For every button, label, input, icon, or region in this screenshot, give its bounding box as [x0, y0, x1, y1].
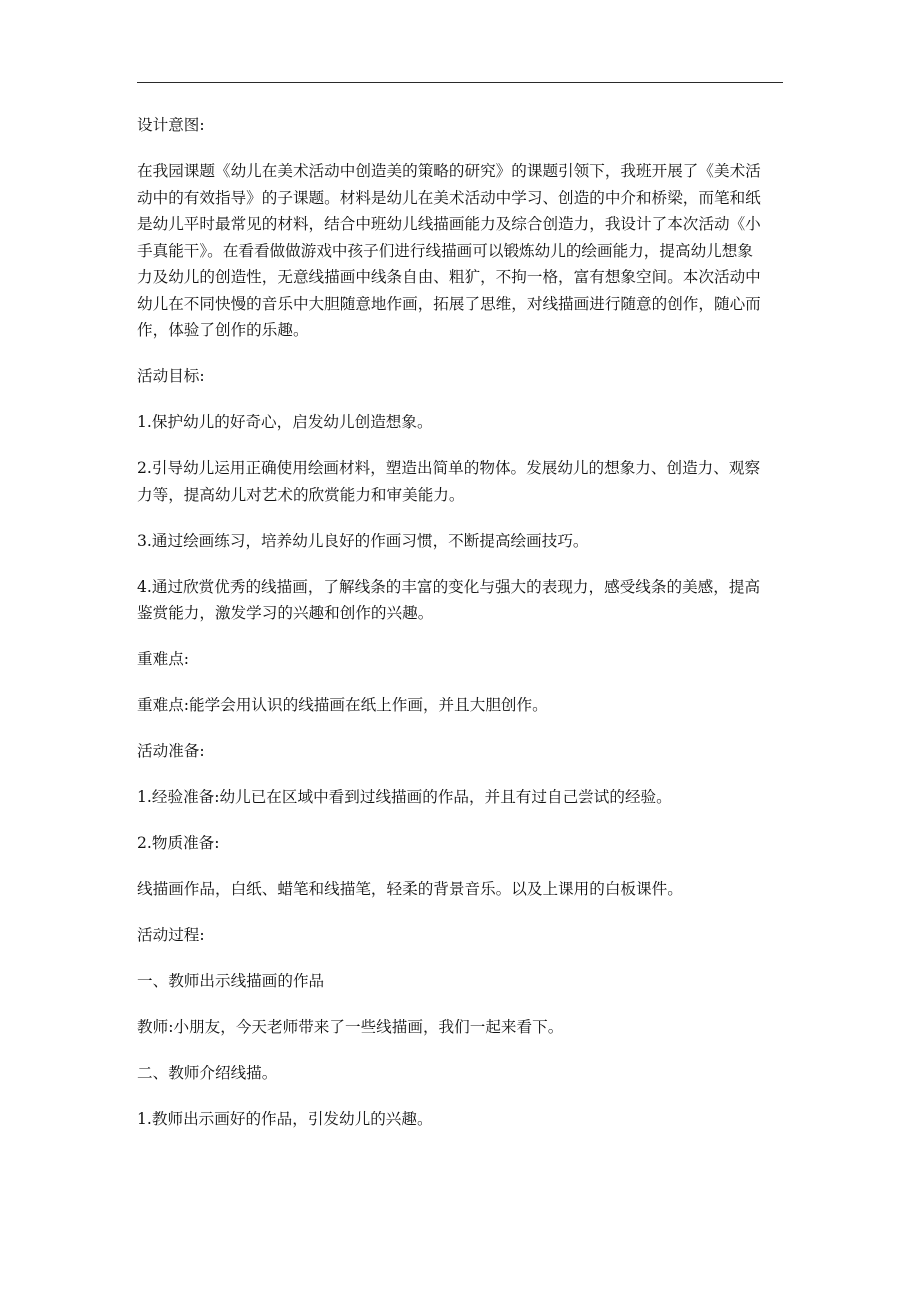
paragraph-teacher-speech: 教师:小朋友，今天老师带来了一些线描画，我们一起来看下。: [137, 1018, 564, 1036]
heading-activity-process: 活动过程:: [137, 926, 205, 944]
goal-item-1: 1.保护幼儿的好奇心，启发幼儿创造想象。: [137, 413, 433, 431]
goal-item-2: 2.引导幼儿运用正确使用绘画材料，塑造出简单的物体。发展幼儿的想象力、创造力、观察 力等，提高幼儿对艺术的欣赏能力和审美能力。: [137, 459, 761, 504]
heading-key-points: 重难点:: [137, 650, 190, 668]
heading-activity-goals: 活动目标:: [137, 367, 205, 385]
process-step-1: 一、教师出示线描画的作品: [137, 972, 325, 990]
process-step-2: 二、教师介绍线描。: [137, 1064, 278, 1082]
preparation-item-1: 1.经验准备:幼儿已在区域中看到过线描画的作品，并且有过自己尝试的经验。: [137, 788, 672, 806]
goal-item-3: 3.通过绘画练习，培养幼儿良好的作画习惯，不断提高绘画技巧。: [137, 531, 589, 550]
process-substep-1: 1.教师出示画好的作品，引发幼儿的兴趣。: [137, 1110, 433, 1128]
preparation-item-2: 2.物质准备:: [137, 834, 220, 852]
paragraph-key-points: 重难点:能学会用认识的线描画在纸上作画，并且大胆创作。: [137, 696, 548, 714]
header-rule: [137, 82, 783, 83]
goal-item-4: 4.通过欣赏优秀的线描画，了解线条的丰富的变化与强大的表现力，感受线条的美感，提高 鉴赏能力，激发学习的兴趣和创作的兴趣。: [137, 577, 761, 622]
heading-design-intent: 设计意图:: [137, 116, 205, 134]
document-body: [137, 112, 787, 1152]
heading-preparation: 活动准备:: [137, 742, 205, 760]
paragraph-design-intent: 在我园课题《幼儿在美术活动中创造美的策略的研究》的课题引领下，我班开展了《美术活 动中的有效指导》的子课题。材料是幼儿在美术活动中学习、创造的中介和桥梁，而笔和纸 是幼儿平时最常见的材料，结合中班幼儿线描画能力及综合创造力，我设计了本次活动《小 手真能干》。在看看做做游戏中孩子们进行线描画可以锻炼幼儿的绘画能力，提高幼儿想象 力及幼儿的创造性，无意线描画中线条自由、粗犷，不拘一格，富有想象空间。本次活动中 幼儿在不同快慢的音乐中大胆随意地作画，拓展了思维，对线描画进行随意的创作，随心而 作，体验了创作的乐趣。: [137, 162, 761, 339]
paragraph-materials: 线描画作品，白纸、蜡笔和线描笔，轻柔的背景音乐。以及上课用的白板课件。: [137, 880, 683, 898]
